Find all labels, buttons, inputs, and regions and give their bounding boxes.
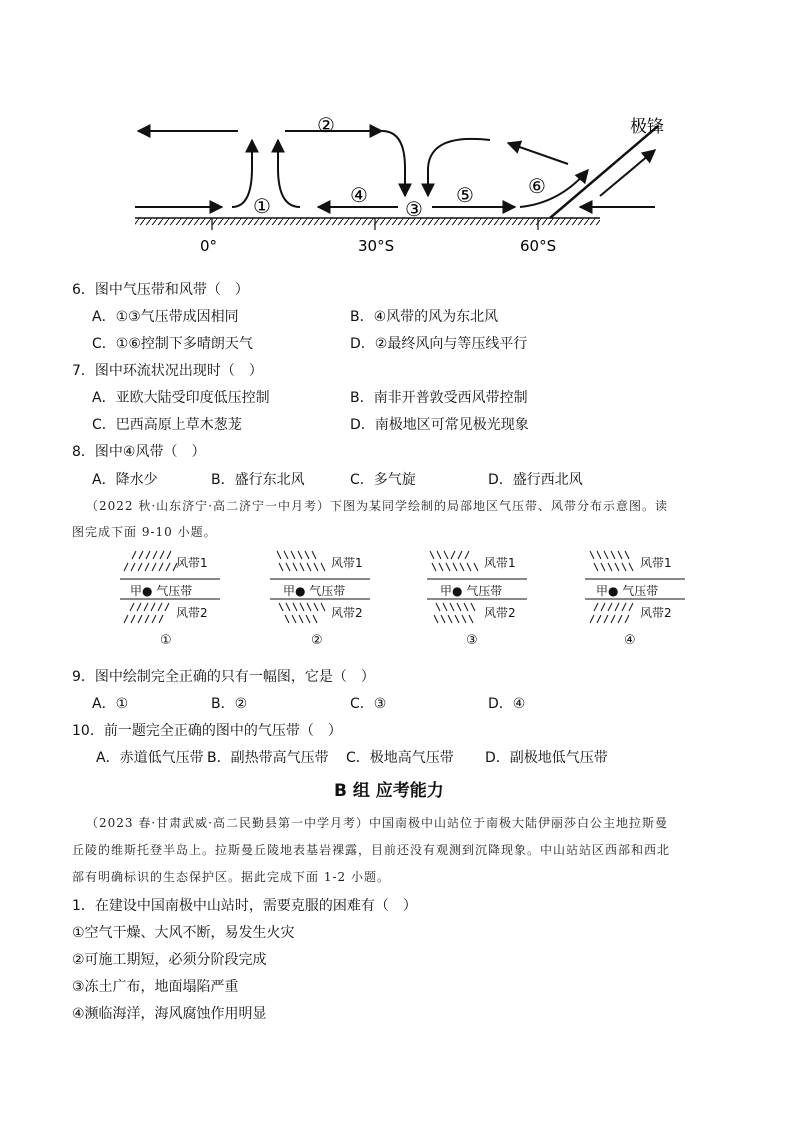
q9-option-c[interactable]: C．③ — [350, 696, 387, 712]
panel-1 — [120, 551, 220, 648]
svg-text:风带1: 风带1 — [176, 556, 208, 570]
q8-option-b[interactable]: B．盛行东北风 — [211, 472, 305, 488]
marker-1: ① — [253, 194, 271, 218]
q6-stem: 6．图中气压带和风带（ ） — [72, 282, 249, 298]
q9-stem: 9．图中绘制完全正确的只有一幅图，它是（ ） — [72, 669, 375, 685]
intro-b-line2: 丘陵的维斯托登半岛上。拉斯曼丘陵地表基岩裸露，目前还没有观测到沉降现象。中山站站区西部和西北 — [72, 843, 671, 857]
b1-item-2: ②可施工期短，必须分阶段完成 — [72, 952, 267, 968]
rising-arrow-right — [278, 140, 300, 207]
section-b-title: B 组 应考能力 — [334, 781, 444, 801]
svg-text:风带1: 风带1 — [484, 556, 516, 570]
b1-item-3: ③冻土广布，地面塌陷严重 — [72, 979, 239, 995]
q7-option-c[interactable]: C．巴西高原上草木葱茏 — [92, 417, 242, 433]
label-polar-front: 极锋 — [630, 117, 664, 137]
svg-text:①: ① — [160, 633, 172, 648]
marker-6: ⑥ — [528, 174, 546, 198]
q10-option-d[interactable]: D．副极地低气压带 — [485, 750, 608, 766]
svg-text:风带2: 风带2 — [331, 606, 363, 620]
polar-front — [550, 126, 658, 218]
b1-item-1: ①空气干燥、大风不断，易发生火灾 — [72, 925, 295, 941]
q8-option-d[interactable]: D．盛行西北风 — [488, 472, 583, 488]
svg-text:风带2: 风带2 — [176, 606, 208, 620]
q9-option-d[interactable]: D．④ — [488, 696, 526, 712]
q9-option-b[interactable]: B．② — [211, 696, 248, 712]
q7-option-a[interactable]: A．亚欧大陆受印度低压控制 — [92, 390, 270, 406]
intro-b-line1: （2023 春·甘肃武威·高二民勤县第一中学月考）中国南极中山站位于南极大陆伊丽莎白公主地拉斯曼 — [86, 816, 668, 830]
svg-text:甲● 气压带: 甲● 气压带 — [130, 584, 193, 598]
intro-b-line3: 部有明确标识的生态保护区。据此完成下面 1-2 小题。 — [72, 870, 390, 884]
svg-text:甲● 气压带: 甲● 气压带 — [596, 584, 659, 598]
q7-option-b[interactable]: B．南非开普敦受西风带控制 — [350, 390, 528, 406]
svg-text:甲● 气压带: 甲● 气压带 — [440, 584, 503, 598]
q6-option-b[interactable]: B．④风带的风为东北风 — [350, 309, 499, 325]
q10-option-a[interactable]: A．赤道低气压带 — [96, 750, 204, 766]
q8-option-c[interactable]: C．多气旋 — [350, 472, 416, 488]
b1-stem: 1．在建设中国南极中山站时，需要克服的困难有（ ） — [72, 898, 417, 914]
svg-text:风带2: 风带2 — [640, 606, 672, 620]
label-0deg: 0° — [200, 237, 218, 255]
marker-2: ② — [317, 113, 335, 137]
belt-diagrams — [110, 545, 720, 650]
marker-4: ④ — [350, 183, 368, 207]
sinking-arrow-left — [382, 131, 405, 196]
panel-3 — [427, 551, 527, 648]
marker-3: ③ — [405, 197, 423, 221]
upper-arrow-6 — [508, 143, 568, 164]
svg-text:③: ③ — [466, 633, 478, 648]
panel-2 — [270, 551, 370, 648]
q7-stem: 7．图中环流状况出现时（ ） — [72, 363, 263, 379]
label-60s: 60°S — [520, 237, 557, 255]
q6-option-c[interactable]: C．①⑥控制下多晴朗天气 — [92, 336, 253, 352]
svg-text:风带1: 风带1 — [640, 556, 672, 570]
b1-item-4: ④濒临海洋，海风腐蚀作用明显 — [72, 1006, 267, 1022]
svg-text:风带2: 风带2 — [484, 606, 516, 620]
intro-9-10-line1: （2022 秋·山东济宁·高二济宁一中月考）下图为某同学绘制的局部地区气压带、风带分布示意图。读 — [86, 499, 668, 513]
q6-option-d[interactable]: D．②最终风向与等压线平行 — [350, 336, 528, 352]
marker-5: ⑤ — [456, 183, 474, 207]
q6-option-a[interactable]: A．①③气压带成因相同 — [92, 309, 239, 325]
svg-text:④: ④ — [624, 633, 636, 648]
q10-option-c[interactable]: C．极地高气压带 — [346, 750, 454, 766]
svg-text:②: ② — [311, 633, 323, 648]
q7-option-d[interactable]: D．南极地区可常见极光现象 — [350, 417, 529, 433]
q8-stem: 8．图中④风带（ ） — [72, 444, 206, 460]
polar-arrow-up — [600, 150, 655, 196]
q9-option-a[interactable]: A．① — [92, 696, 129, 712]
circulation-diagram — [120, 108, 680, 260]
rising-arrow-left — [232, 140, 252, 207]
q10-stem: 10．前一题完全正确的图中的气压带（ ） — [72, 723, 342, 739]
q8-option-a[interactable]: A．降水少 — [92, 472, 158, 488]
intro-9-10-line2: 图完成下面 9-10 小题。 — [72, 525, 217, 539]
q10-option-b[interactable]: B．副热带高气压带 — [207, 750, 329, 766]
svg-text:风带1: 风带1 — [331, 556, 363, 570]
label-30s: 30°S — [358, 237, 395, 255]
panel-4 — [585, 551, 685, 648]
svg-text:甲● 气压带: 甲● 气压带 — [283, 584, 346, 598]
